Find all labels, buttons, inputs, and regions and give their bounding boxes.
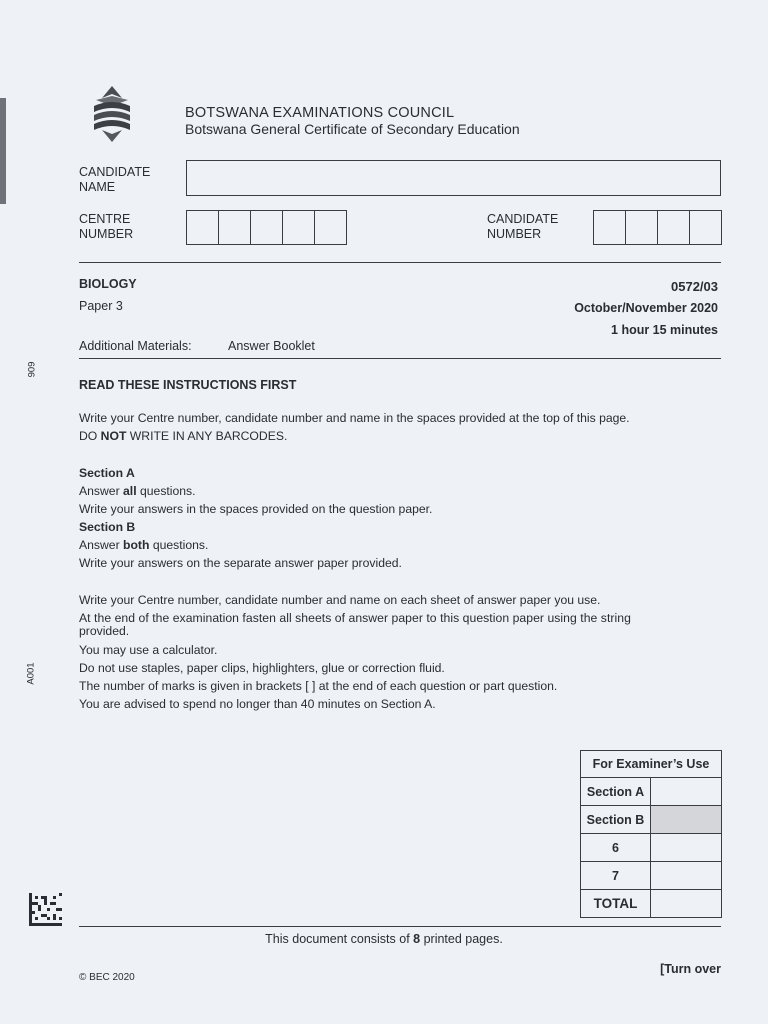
certificate-name: Botswana General Certificate of Secondary Education (185, 121, 520, 137)
examiner-mark-cell[interactable] (651, 806, 722, 834)
general-instructions: Write your Centre number, candidate number and name on each sheet of answer paper you use. At the end of the examination fasten all sheets of answer paper to this question paper using the string provided. You may use a calculator. Do not use staples, paper clips, highlighters, glue or correction fluid. The number of marks is given in brackets [ ] at the end of each question or part question. You are advised to spend no longer than 40 minutes on Section A. (79, 593, 631, 711)
exam-duration: 1 hour 15 minutes (611, 323, 718, 337)
examiner-use-table (580, 750, 722, 918)
examiner-total-label: TOTAL (581, 890, 651, 918)
examiner-table-heading: For Examiner’s Use (581, 751, 722, 778)
centre-number-label: CENTRE NUMBER (79, 212, 134, 241)
examiner-row-label: Section B (581, 806, 651, 834)
additional-materials-label: Additional Materials: (79, 339, 192, 353)
centre-digit-box[interactable] (315, 211, 346, 244)
centre-digit-box[interactable] (219, 211, 251, 244)
divider (79, 926, 721, 927)
subject-title: BIOLOGY (79, 277, 137, 291)
examiner-mark-cell[interactable] (651, 778, 722, 806)
instructions-heading: READ THESE INSTRUCTIONS FIRST (79, 378, 297, 392)
centre-digit-box[interactable] (251, 211, 283, 244)
section-a-instructions: Section A Answer all questions. Write your answers in the spaces provided on the question paper. Section B Answer both questions. Write your answers on the separate answer paper provided. (79, 466, 433, 570)
barcode-icon (29, 893, 62, 926)
page-count-note: This document consists of 8 printed pages. (265, 932, 503, 946)
examiner-row-label: 6 (581, 834, 651, 862)
margin-code-top: 909 (26, 361, 38, 378)
divider (79, 358, 721, 359)
examiner-total-cell[interactable] (651, 890, 722, 918)
examiner-row-label: 7 (581, 862, 651, 890)
instructions-intro: Write your Centre number, candidate number and name in the spaces provided at the top of this page. DO NOT WRITE IN ANY BARCODES. (79, 411, 630, 443)
centre-digit-box[interactable] (187, 211, 219, 244)
examiner-mark-cell[interactable] (651, 834, 722, 862)
margin-code-bottom: A001 (25, 662, 37, 685)
candidate-number-label: CANDIDATE NUMBER (487, 212, 559, 241)
scan-edge-shadow (0, 98, 6, 204)
candidate-digit-box[interactable] (690, 211, 721, 244)
paper-number: Paper 3 (79, 299, 123, 313)
candidate-digit-box[interactable] (658, 211, 690, 244)
centre-number-field[interactable] (186, 210, 347, 245)
additional-materials-value: Answer Booklet (228, 339, 315, 353)
exam-session: October/November 2020 (574, 301, 718, 315)
candidate-number-field[interactable] (593, 210, 722, 245)
candidate-name-label: CANDIDATE NAME (79, 165, 151, 194)
centre-digit-box[interactable] (283, 211, 315, 244)
divider (79, 262, 721, 263)
examiner-row-label: Section A (581, 778, 651, 806)
council-name: BOTSWANA EXAMINATIONS COUNCIL (185, 105, 455, 121)
candidate-digit-box[interactable] (626, 211, 658, 244)
examiner-mark-cell[interactable] (651, 862, 722, 890)
candidate-name-field[interactable] (186, 160, 721, 196)
paper-code: 0572/03 (671, 279, 718, 294)
copyright: © BEC 2020 (79, 972, 135, 983)
turn-over: [Turn over (660, 962, 721, 976)
candidate-digit-box[interactable] (594, 211, 626, 244)
bec-logo-icon (88, 84, 136, 146)
